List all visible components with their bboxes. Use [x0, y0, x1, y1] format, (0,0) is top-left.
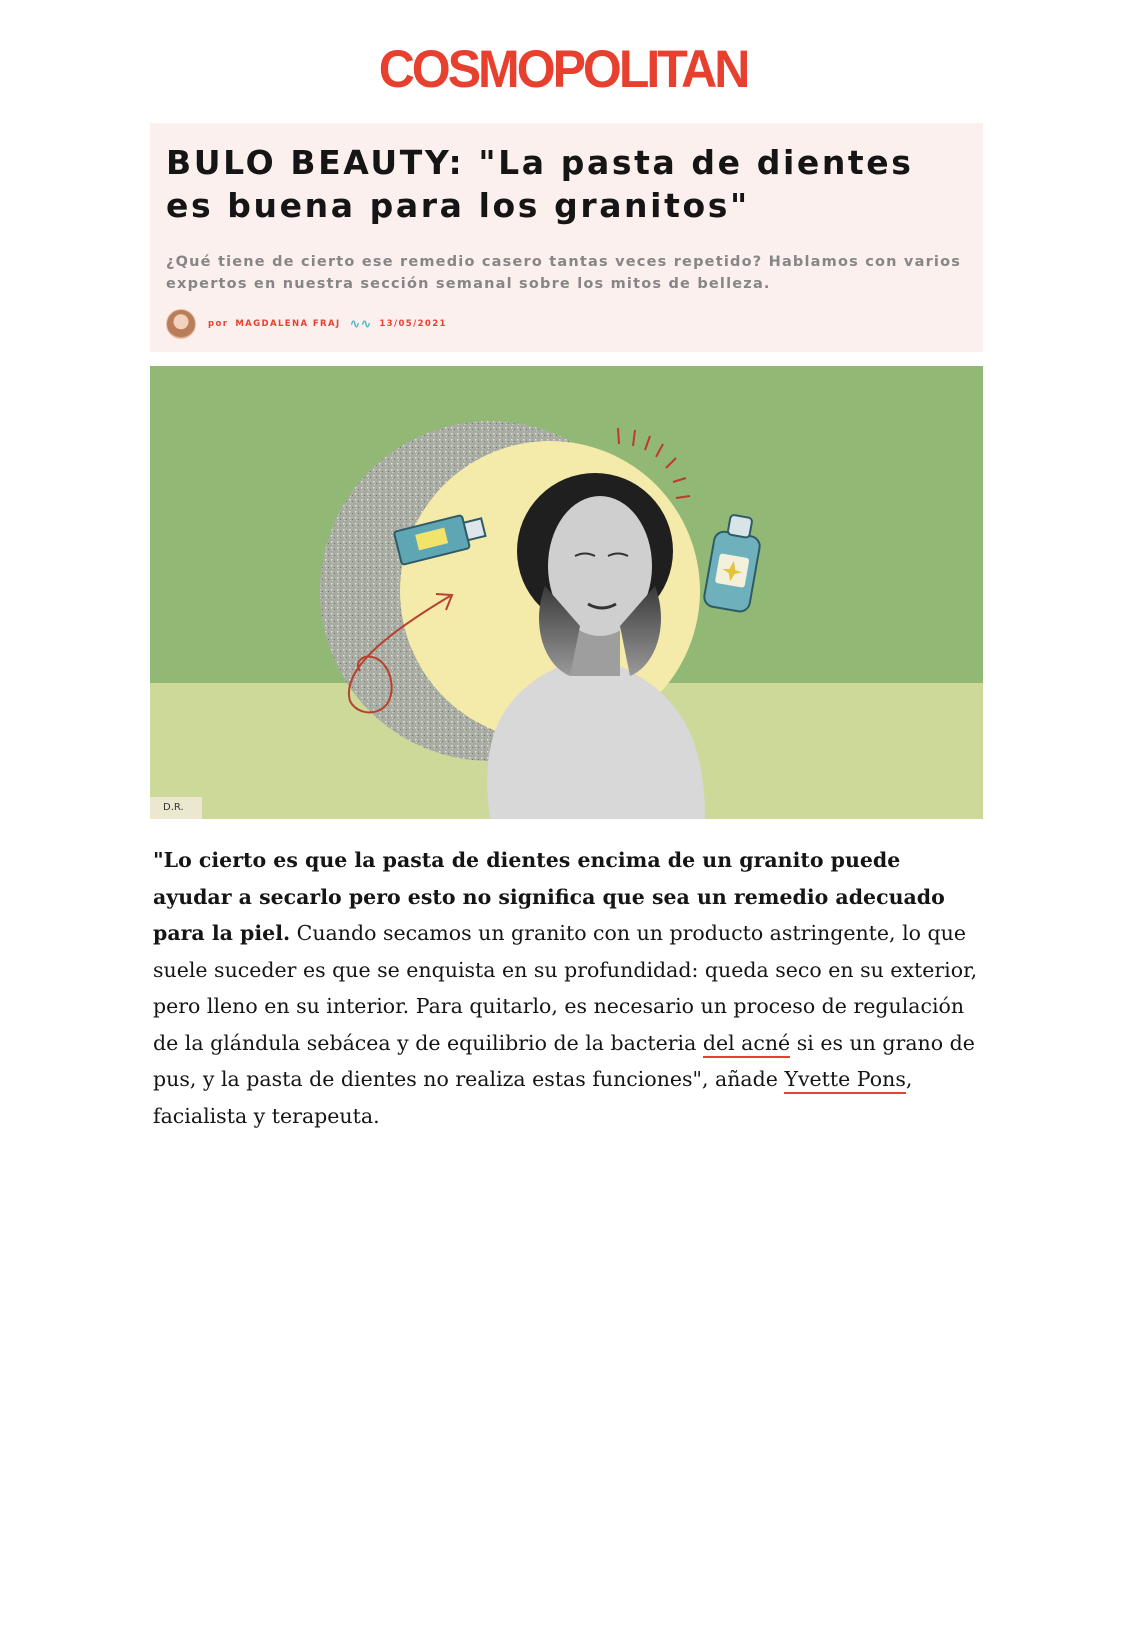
cosmopolitan-logo[interactable]: COSMOPOLITAN [378, 39, 748, 99]
article-body-paragraph [153, 842, 983, 1134]
wave-icon: ∿∿ [349, 316, 372, 332]
body-text-3: , facialista y terapeuta. [153, 1067, 913, 1128]
body-text-2: si es un grano de pus, y la pasta de dientes no realiza estas funciones", añade [153, 1030, 975, 1091]
author-name-link[interactable]: MAGDALENA FRAJ [235, 319, 341, 329]
publish-date: 13/05/2021 [379, 319, 447, 329]
yvette-pons-link[interactable]: Yvette Pons [784, 1067, 905, 1094]
image-credit: D.R. [150, 797, 202, 819]
author-avatar[interactable] [166, 309, 196, 339]
article-dek: ¿Qué tiene de cierto ese remedio casero tantas veces repetido? Hablamos con varios expertos en nuestra sección semanal sobre los mitos de belleza. [166, 254, 962, 292]
article-header [150, 123, 983, 352]
hero-image [150, 366, 983, 819]
byline-prefix: por [208, 319, 229, 329]
lead-quote: "Lo cierto es que la pasta de dientes encima de un granito puede ayudar a secarlo pero esto no significa que sea un remedio adecuado para la piel. [153, 848, 945, 945]
body-text-1: Cuando secamos un granito con un producto astringente, lo que suele suceder es que se enquista en su profundidad: queda seco en su exterior, pero lleno en su interior. Para quitarlo, es necesario un proceso de regulación de la glándula sebácea y de equilibrio de la bacteria [153, 921, 978, 1055]
hero-illustration [150, 366, 983, 819]
article-headline: BULO BEAUTY: "La pasta de dientes es buena para los granitos" [166, 143, 914, 225]
acne-link[interactable]: del acné [703, 1031, 790, 1058]
byline [166, 309, 447, 339]
